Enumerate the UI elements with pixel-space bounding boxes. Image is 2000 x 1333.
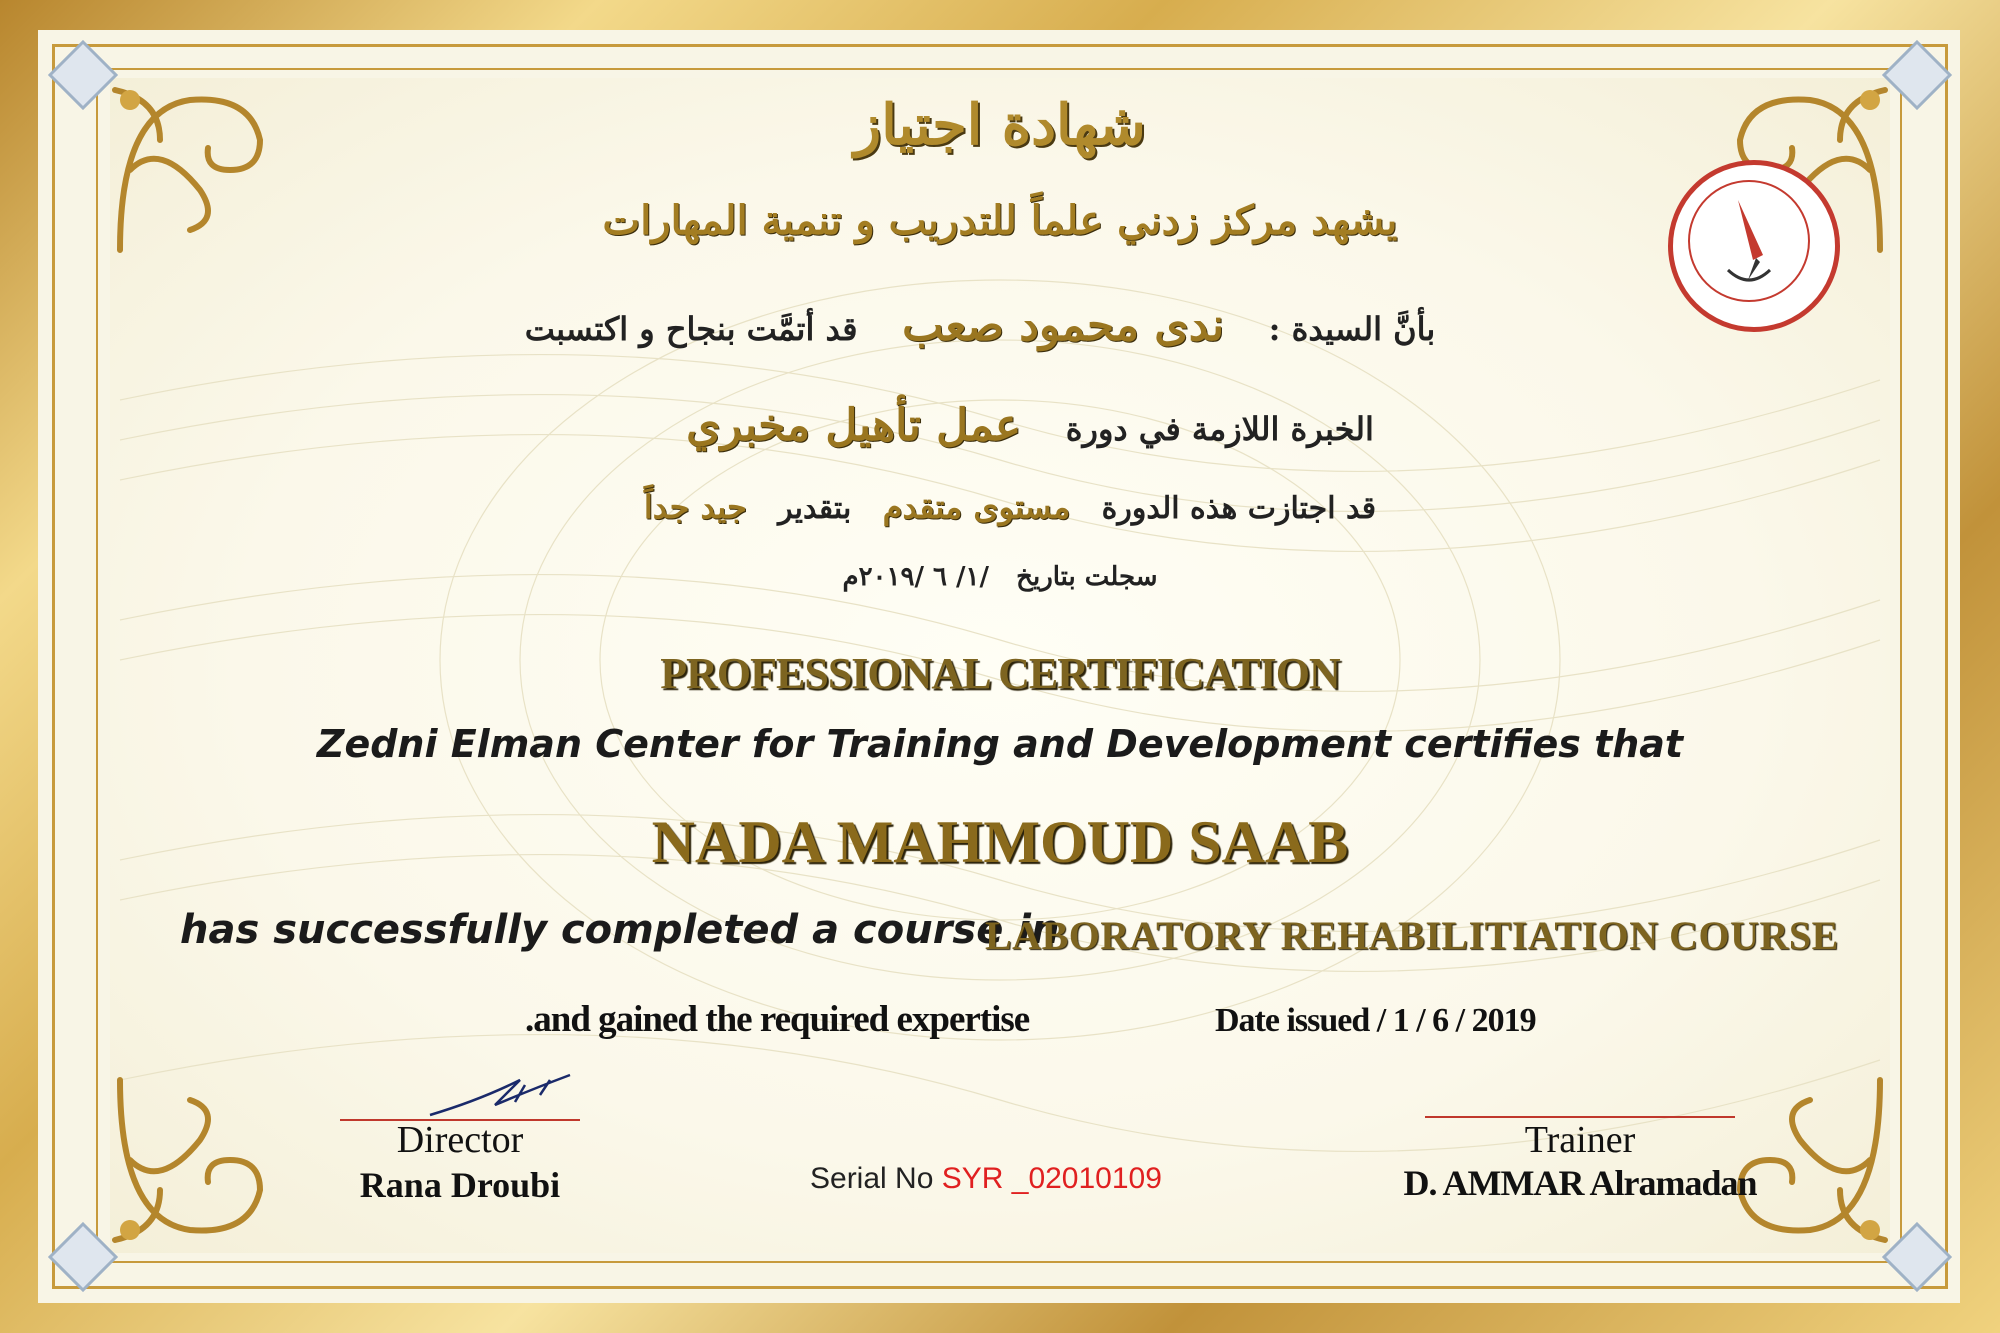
director-role: Director (396, 1119, 524, 1161)
arabic-line-2 (600, 400, 1460, 451)
serial-number (810, 1162, 1162, 1196)
trainer-name: D. AMMAR Alramadan (1403, 1163, 1757, 1203)
registered-date-arabic: /١/ ٦ /٢٠١٩م (842, 562, 990, 592)
arabic-subtitle: يشهد مركز زدني علماً للتدريب و تنمية المهارات (602, 197, 1398, 244)
arabic-line-1 (440, 300, 1520, 351)
level-arabic: مستوى متقدم (882, 488, 1071, 526)
english-title: PROFESSIONAL CERTIFICATION (660, 649, 1340, 698)
arabic-line-4 (780, 562, 1220, 592)
serial-value: SYR _02010109 (941, 1162, 1162, 1195)
arabic-line1-suffix: قد أتمَّت بنجاح و اكتسبت (524, 310, 858, 348)
recipient-name: NADA MAHMOUD SAAB (651, 809, 1349, 875)
diamond-ornament-icon (48, 1222, 118, 1292)
director-name: Rana Droubi (359, 1165, 561, 1205)
corner-ornament-bottom-left-icon (100, 1060, 300, 1260)
arabic-line3-prefix: قد اجتازت هذه الدورة (1101, 491, 1377, 526)
date-issued: Date issued / 1 / 6 / 2019 (1215, 1002, 1536, 1039)
certifies-statement: Zedni Elman Center for Training and Development certifies that (316, 722, 1684, 766)
registered-label-arabic: سجلت بتاريخ (1016, 562, 1158, 592)
expertise-statement: .and gained the required expertise (525, 999, 1030, 1040)
completed-statement: has successfully completed a course in (180, 907, 1060, 953)
serial-label: Serial No (810, 1162, 934, 1195)
course-name-arabic: عمل تأهيل مخبري (686, 400, 1022, 451)
grade-arabic: جيد جداً (643, 488, 747, 526)
grade-label-arabic: بتقدير (778, 491, 852, 526)
recipient-name-arabic: ندى محمود صعب (902, 300, 1225, 351)
course-name: LABORATORY REHABILITIATION COURSE (985, 913, 1839, 958)
center-logo (1668, 160, 1840, 332)
diamond-ornament-icon (1882, 1222, 1952, 1292)
arabic-line-3 (560, 488, 1460, 526)
arabic-line2-prefix: الخبرة اللازمة في دورة (1065, 410, 1374, 448)
arabic-title: شهادة اجتياز (854, 92, 1146, 158)
arabic-line1-prefix: بأنَّ السيدة : (1268, 310, 1436, 348)
trainer-role: Trainer (1524, 1119, 1636, 1161)
